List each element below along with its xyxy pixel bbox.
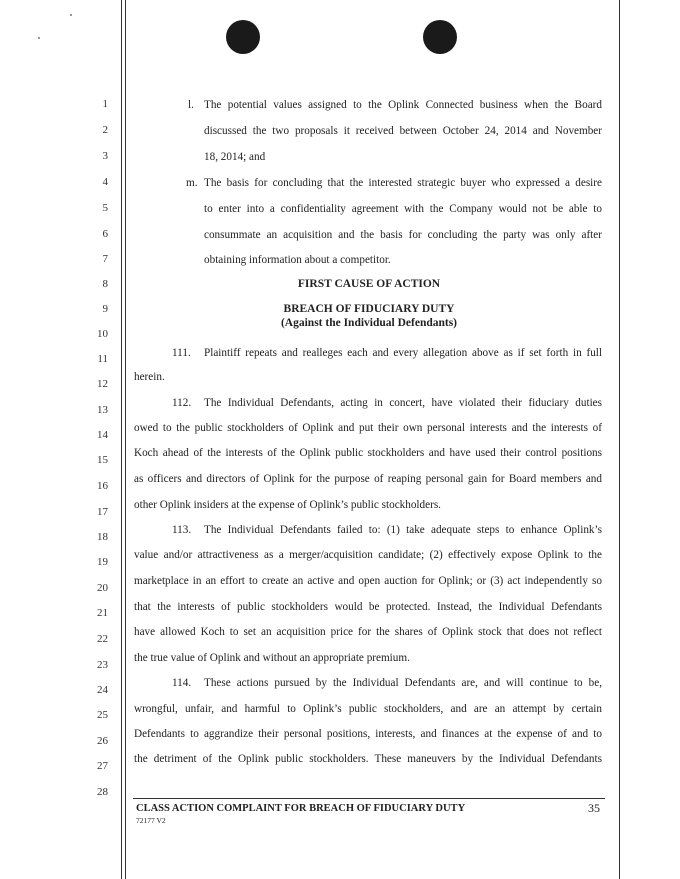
cause-heading: FIRST CAUSE OF ACTION	[297, 278, 441, 290]
footer-doc-id: 72177 V2	[136, 816, 166, 825]
line-number: 22	[97, 633, 108, 645]
paragraph-number: 112.	[172, 397, 192, 409]
punch-hole-right	[423, 20, 457, 54]
line-number: 27	[97, 760, 108, 772]
line-number: 10	[97, 328, 108, 340]
line-number: 2	[102, 124, 108, 136]
line-number: 19	[97, 556, 108, 568]
breach-heading: BREACH OF FIDUCIARY DUTY	[283, 303, 455, 315]
line-number: 11	[97, 353, 108, 365]
paragraph-line: have allowed Koch to set an acquisition price for the shares of Oplink stock that does not reflect	[134, 626, 602, 638]
paragraph-number: 114.	[172, 677, 192, 689]
item-text-line: consummate an acquisition and the basis for concluding the party was only after	[204, 229, 602, 241]
paragraph-line: The Individual Defendants failed to: (1) take adequate steps to enhance Oplink’s	[204, 524, 602, 536]
scan-speck	[70, 14, 72, 16]
line-number: 23	[97, 659, 108, 671]
scan-speck	[38, 37, 40, 39]
line-number: 3	[102, 150, 108, 162]
paragraph-number: 113.	[172, 524, 192, 536]
paragraph-line: Defendants to aggrandize their personal positions, interests, and finances at the expense of and to	[134, 728, 602, 740]
paragraph-line: that the interests of public stockholders would be protected. Instead, the Individual Defendants	[134, 601, 602, 613]
line-number: 5	[102, 202, 108, 214]
line-number: 9	[102, 303, 108, 315]
item-text-line: The basis for concluding that the interested strategic buyer who expressed a desire	[204, 177, 602, 189]
line-number: 1	[102, 98, 108, 110]
line-number: 18	[97, 531, 108, 543]
margin-line-left-2	[125, 0, 126, 879]
line-number: 28	[97, 786, 108, 798]
line-number: 20	[97, 582, 108, 594]
paragraph-line: These actions pursued by the Individual Defendants are, and will continue to be,	[204, 677, 602, 689]
line-number: 14	[97, 429, 108, 441]
paragraph-line: value and/or attractiveness as a merger/acquisition candidate; (2) effectively expose Oplink to the	[134, 549, 602, 561]
item-text-line: 18, 2014; and	[204, 151, 266, 163]
paragraph-line: The Individual Defendants, acting in concert, have violated their fiduciary duties	[204, 397, 602, 409]
line-number: 7	[102, 253, 108, 265]
line-number: 21	[97, 607, 108, 619]
footer-rule	[133, 798, 605, 799]
paragraph-line: Koch ahead of the interests of the Oplink public stockholders and have used their control positions	[134, 447, 602, 459]
line-number: 16	[97, 480, 108, 492]
line-number: 25	[97, 709, 108, 721]
paragraph-line: other Oplink insiders at the expense of Oplink’s public stockholders.	[134, 499, 441, 511]
paragraph-line: wrongful, unfair, and harmful to Oplink’s public stockholders, and are an attempt by certain	[134, 703, 602, 715]
line-number: 8	[102, 278, 108, 290]
paragraph-line: the detriment of the Oplink public stockholders. These maneuvers by the Individual Defendants	[134, 753, 602, 765]
line-number: 15	[97, 454, 108, 466]
line-number: 24	[97, 684, 108, 696]
paragraph-line: Plaintiff repeats and realleges each and every allegation above as if set forth in full	[204, 347, 602, 359]
item-marker: l.	[188, 99, 194, 111]
footer-title: CLASS ACTION COMPLAINT FOR BREACH OF FIDUCIARY DUTY	[136, 803, 466, 814]
punch-hole-left	[226, 20, 260, 54]
line-number: 26	[97, 735, 108, 747]
line-number: 17	[97, 506, 108, 518]
margin-line-left-1	[121, 0, 122, 879]
paragraph-number: 111.	[172, 347, 191, 359]
line-number: 12	[97, 378, 108, 390]
paragraph-line: as officers and directors of Oplink for the purpose of reaping personal gain for Board members and	[134, 473, 602, 485]
paragraph-line: owed to the public stockholders of Oplink and put their own personal interests and the interests of	[134, 422, 602, 434]
page-number: 35	[588, 801, 600, 815]
line-number: 4	[102, 176, 108, 188]
item-marker: m.	[186, 177, 198, 189]
against-heading: (Against the Individual Defendants)	[280, 317, 458, 329]
item-text-line: The potential values assigned to the Oplink Connected business when the Board	[204, 99, 602, 111]
line-number: 6	[102, 228, 108, 240]
item-text-line: discussed the two proposals it received between October 24, 2014 and November	[204, 125, 602, 137]
paragraph-line: marketplace in an effort to create an active and open auction for Oplink; or (3) act independently so	[134, 575, 602, 587]
item-text-line: obtaining information about a competitor.	[204, 254, 391, 266]
item-text-line: to enter into a confidentiality agreement with the Company would not be able to	[204, 203, 602, 215]
line-number: 13	[97, 404, 108, 416]
paragraph-line: the true value of Oplink and without an appropriate premium.	[134, 652, 410, 664]
paragraph-line: herein.	[134, 371, 165, 383]
margin-line-right	[619, 0, 620, 879]
